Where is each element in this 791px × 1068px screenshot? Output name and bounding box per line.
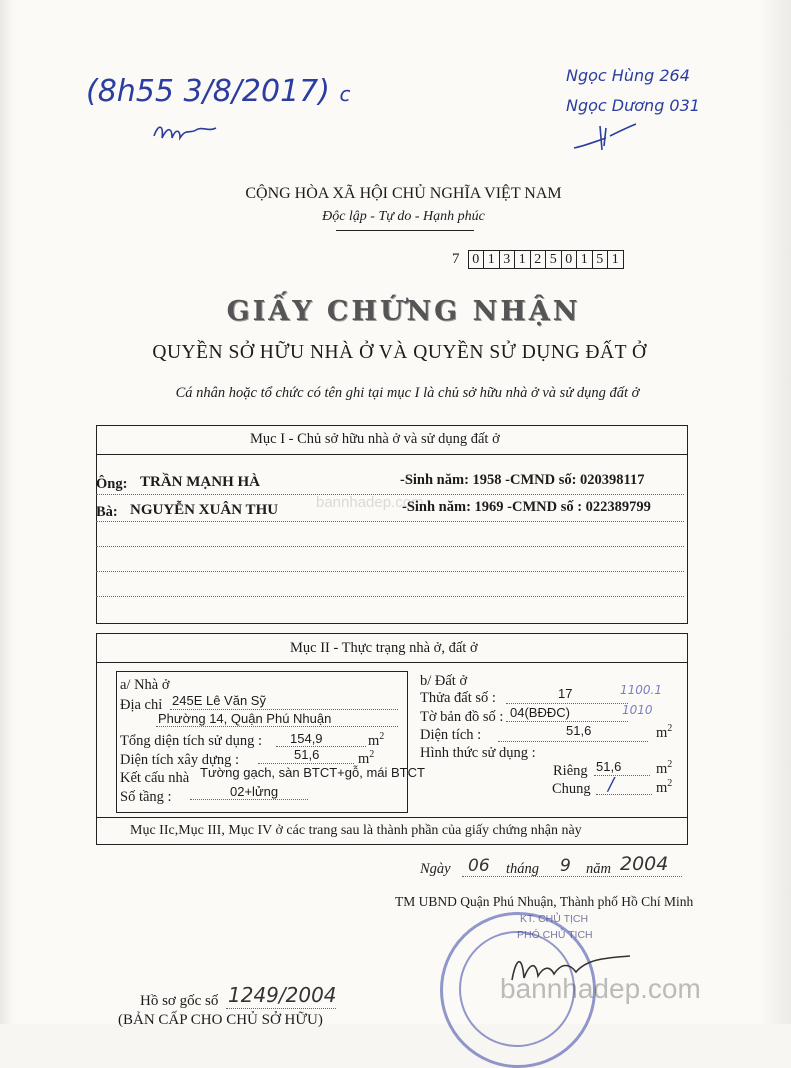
map-label: Tờ bản đồ số : — [420, 709, 504, 725]
dotted-line — [96, 521, 684, 522]
certificate-intro: Cá nhân hoặc tổ chức có tên ghi tại mục I là chủ sở hữu nhà ở và sử dụng đất ở — [175, 385, 640, 401]
serial-digit: 3 — [500, 251, 516, 268]
land-heading: b/ Đất ở — [420, 673, 468, 689]
certificate-title: GIẤY CHỨNG NHẬN — [226, 296, 581, 327]
land-area-label: Diện tích : — [420, 727, 482, 743]
dotted-line — [170, 709, 398, 710]
section-2-footer-note: Mục IIc,Mục III, Mục IV ở các trang sau là thành phần của giấy chứng nhận này — [130, 823, 582, 838]
shared-label: Chung — [552, 781, 591, 797]
serial-digit: 5 — [546, 251, 562, 268]
dotted-line — [258, 763, 354, 764]
total-area-unit: $m^2$ — [368, 731, 385, 749]
serial-digit: 0 — [469, 251, 485, 268]
dotted-line — [506, 703, 628, 704]
section-2-heading-divider — [96, 662, 688, 663]
motto: Độc lập - Tự do - Hạnh phúc — [322, 209, 485, 224]
parcel-value: 17 — [558, 686, 573, 701]
date-year-label: năm — [586, 861, 611, 877]
watermark-small: bannhadep.com — [316, 494, 424, 511]
private-unit: $m^2$ — [656, 759, 673, 777]
owner-2-birth-id: -Sinh năm: 1969 -CMND số : 022389799 — [402, 499, 651, 515]
stamp-title-line1: KT. CHỦ TỊCH — [520, 913, 589, 925]
handwritten-name-2: Ngọc Dương 031 — [566, 96, 700, 115]
map-value: 04(BĐĐC) — [510, 705, 570, 720]
parcel-label: Thửa đất số : — [420, 690, 496, 706]
structure-label: Kết cấu nhà — [120, 770, 190, 786]
total-area-label: Tổng diện tích sử dụng : — [120, 733, 262, 749]
owner-2-name: NGUYỄN XUÂN THU — [130, 502, 279, 518]
serial-number — [452, 250, 624, 269]
floors-label: Số tầng : — [120, 789, 172, 805]
address-line-2: Phường 14, Quận Phú Nhuận — [158, 711, 332, 726]
house-heading: a/ Nhà ở — [120, 677, 170, 693]
land-area-value: 51,6 — [566, 723, 592, 738]
watermark-large: bannhadep.com — [500, 973, 701, 1004]
dotted-line — [226, 1008, 336, 1009]
usage-label: Hình thức sử dụng : — [420, 745, 536, 761]
build-area-label: Diện tích xây dựng : — [120, 752, 240, 768]
structure-value: Tường gạch, sàn BTCT+gỗ, mái BTCT — [200, 765, 425, 780]
serial-digit: 1 — [515, 251, 531, 268]
section-2-heading: Mục II - Thực trạng nhà ở, đất ở — [290, 640, 478, 656]
received-time-text: (8h55 3/8/2017) — [86, 74, 330, 109]
issuing-authority: TM UBND Quận Phú Nhuận, Thành phố Hồ Chí Minh — [395, 894, 694, 909]
handwritten-signature-top-right — [570, 118, 640, 156]
serial-prefix: 7 — [452, 251, 460, 267]
handwritten-received-note — [86, 74, 351, 109]
motto-underline — [336, 230, 474, 231]
handwritten-parcel-note: 1100.1 — [620, 683, 662, 697]
address-label: Địa chỉ — [120, 697, 163, 713]
serial-digit: 2 — [531, 251, 547, 268]
private-label: Riêng — [553, 763, 588, 779]
certificate-subtitle: QUYỀN SỞ HỮU NHÀ Ở VÀ QUYỀN SỬ DỤNG ĐẤT Ở — [152, 342, 647, 363]
country-heading: CỘNG HÒA XÃ HỘI CHỦ NGHĨA VIỆT NAM — [245, 185, 562, 202]
owner-1-name: TRẦN MẠNH HÀ — [140, 474, 260, 490]
owner-1-birth-id: -Sinh năm: 1958 -CMND số: 020398117 — [400, 472, 645, 488]
shared-unit: $m^2$ — [656, 778, 673, 796]
section-1-heading: Mục I - Chủ sở hữu nhà ở và sử dụng đất ở — [250, 431, 500, 447]
shared-value: / — [608, 774, 615, 795]
dotted-line — [594, 775, 650, 776]
record-number-label: Hồ sơ gốc số — [140, 993, 219, 1009]
date-year: 2004 — [620, 853, 669, 875]
section-2-footer-divider — [96, 817, 688, 818]
handwritten-initials-signature — [150, 118, 220, 146]
serial-digit: 0 — [562, 251, 578, 268]
record-copy-note: (BẢN CẤP CHO CHỦ SỞ HỮU) — [118, 1012, 323, 1028]
serial-digit: 1 — [611, 252, 619, 267]
dotted-line — [462, 876, 682, 877]
owner-2-prefix: Bà: — [96, 504, 118, 520]
section-1-heading-divider — [96, 454, 688, 455]
private-value: 51,6 — [596, 759, 622, 774]
handwritten-map-note: 1010 — [622, 703, 653, 717]
date-day-label: Ngày — [420, 861, 451, 877]
build-area-unit: $m^2$ — [358, 749, 375, 767]
dotted-line — [506, 721, 628, 722]
build-area-value: 51,6 — [294, 747, 320, 762]
received-suffix-text: c — [339, 82, 351, 106]
dotted-line — [498, 741, 648, 742]
date-month-label: tháng — [506, 861, 540, 877]
handwritten-name-1: Ngọc Hùng 264 — [566, 66, 690, 85]
serial-digit: 1 — [484, 251, 500, 268]
dotted-line — [96, 546, 684, 547]
record-number-value: 1249/2004 — [228, 983, 337, 1007]
date-month: 9 — [560, 856, 571, 876]
stamp-title-line2: PHÓ CHỦ TỊCH — [517, 929, 593, 941]
land-area-unit: $m^2$ — [656, 723, 673, 741]
dotted-line — [596, 794, 652, 795]
date-day: 06 — [468, 856, 490, 876]
dotted-line — [190, 799, 308, 800]
floors-value: 02+lửng — [230, 784, 279, 799]
serial-digit: 1 — [577, 251, 593, 268]
serial-digit-boxes — [468, 250, 624, 269]
owner-1-prefix: Ông: — [96, 476, 128, 492]
dotted-line — [96, 571, 684, 572]
dotted-line — [96, 596, 684, 597]
dotted-line — [156, 726, 398, 727]
dotted-line — [276, 746, 366, 747]
serial-digit: 5 — [593, 251, 609, 268]
total-area-value: 154,9 — [290, 731, 323, 746]
address-line-1: 245E Lê Văn Sỹ — [172, 693, 266, 708]
